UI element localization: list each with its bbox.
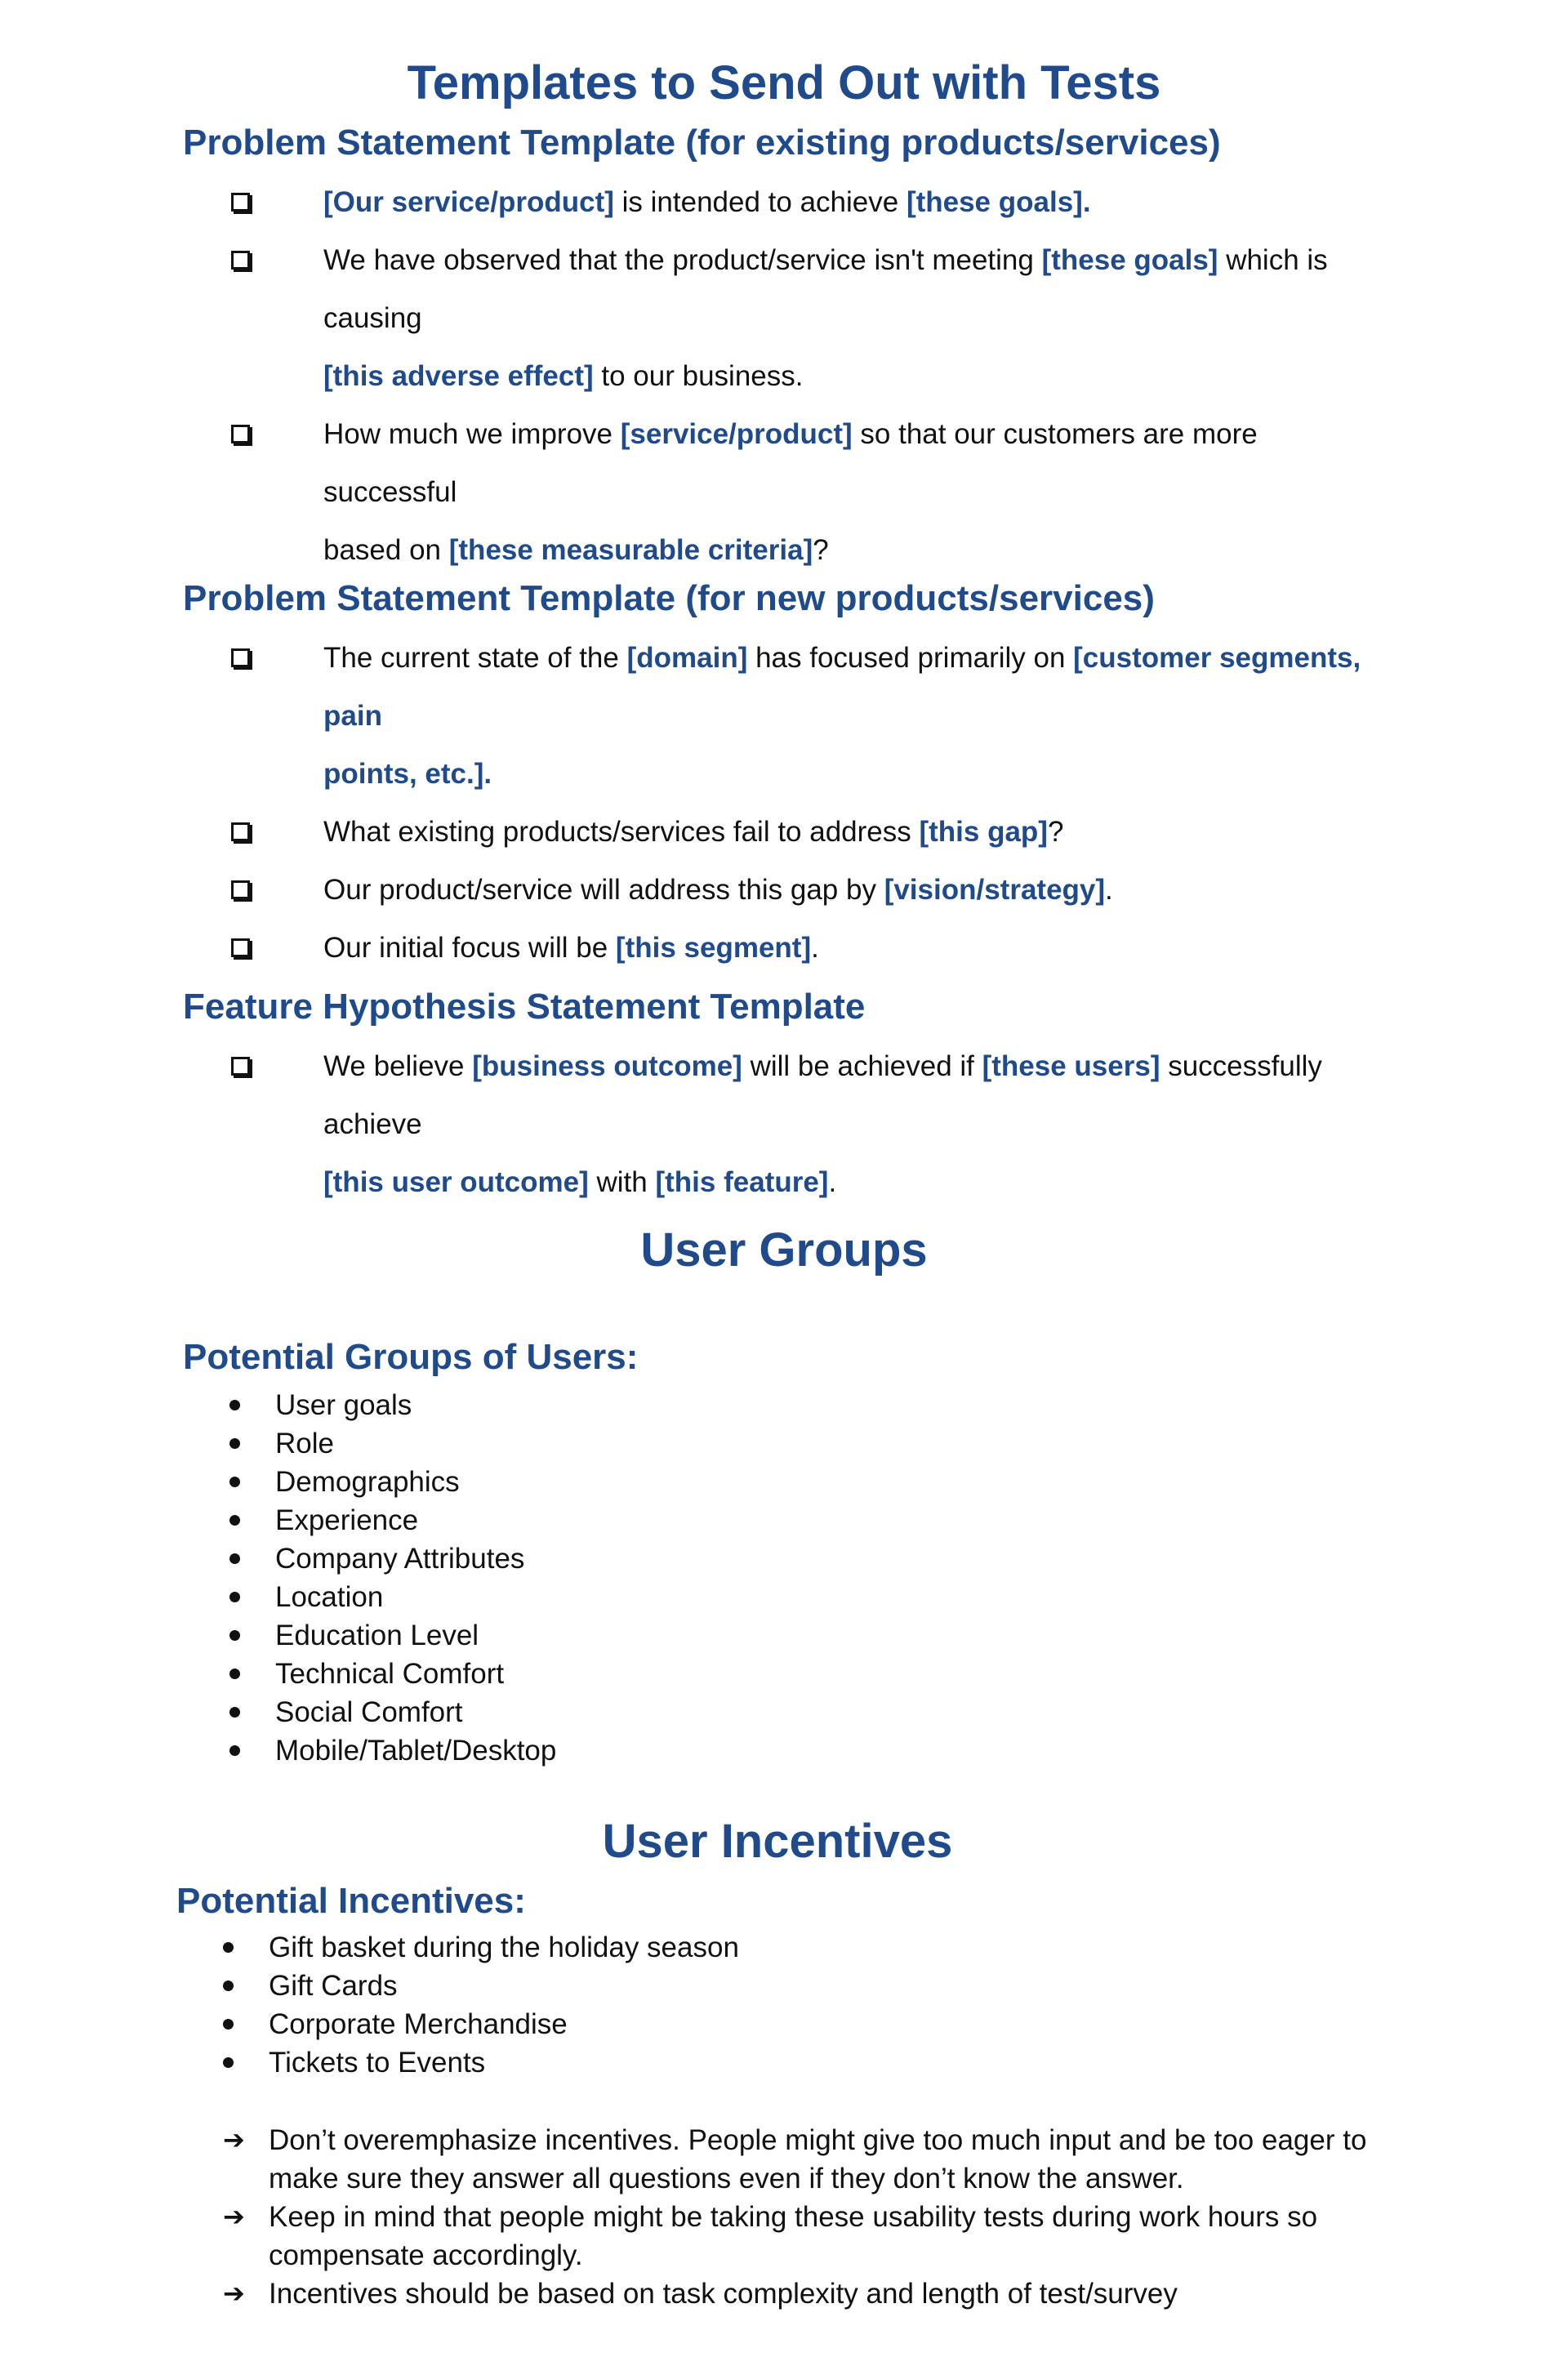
list-item-label: Experience <box>275 1504 419 1536</box>
bullet-dot-icon <box>223 1981 234 1991</box>
checklist-item <box>231 1037 1391 1211</box>
bullet-dot-icon <box>229 1477 240 1487</box>
list-item <box>229 1386 556 1424</box>
user-groups-title: User Groups <box>640 1223 928 1277</box>
bullet-dot-icon <box>229 1592 240 1602</box>
bullet-dot-icon <box>229 1745 240 1756</box>
list-item <box>229 1655 556 1693</box>
statement-text: with <box>588 1166 656 1198</box>
list-item-label: User goals <box>275 1389 412 1421</box>
statement-text: so that our customers are more successful <box>323 418 1258 508</box>
list-item-label: Social Comfort <box>275 1696 463 1728</box>
placeholder-text: [these goals] <box>1041 244 1218 276</box>
checkbox-bullet-icon <box>231 1037 251 1095</box>
user-groups-list <box>229 1386 556 1770</box>
checklist-item <box>231 405 1391 579</box>
list-item <box>229 1731 556 1770</box>
statement-text: to our business. <box>593 360 804 392</box>
user-incentives-list <box>223 1928 739 2082</box>
bullet-dot-icon <box>229 1553 240 1564</box>
user-incentives-heading: Potential Incentives: <box>176 1881 526 1921</box>
checklist-item <box>231 919 1391 977</box>
list-item-label: Education Level <box>275 1620 479 1651</box>
placeholder-text: [vision/strategy] <box>884 874 1106 906</box>
list-item <box>229 1501 556 1539</box>
placeholder-text: [Our service/product] <box>323 186 614 218</box>
placeholder-text: [this segment] <box>615 932 812 964</box>
list-item-label: Gift basket during the holiday season <box>269 1932 739 1963</box>
statement-text: . <box>828 1166 837 1198</box>
note-item <box>223 2198 1391 2275</box>
checklist-item <box>231 629 1391 803</box>
checklist-item <box>231 231 1391 405</box>
list-item <box>223 2043 739 2082</box>
note-text: Don’t overemphasize incentives. People might give too much input and be too eager to make sure they answer all questions even if they don’t know the answer. <box>269 2124 1367 2194</box>
list-item <box>229 1424 556 1463</box>
statement-text: based on <box>323 534 449 566</box>
list-item-label: Corporate Merchandise <box>269 2008 568 2040</box>
list-item-label: Company Attributes <box>275 1543 525 1575</box>
list-item <box>229 1578 556 1616</box>
list-item-label: Role <box>275 1428 334 1459</box>
placeholder-text: [these users] <box>982 1050 1160 1082</box>
statement-text: What existing products/services fail to address <box>323 816 920 848</box>
bullet-dot-icon <box>223 2057 234 2068</box>
placeholder-text: [this gap] <box>919 816 1048 848</box>
list-item-label: Demographics <box>275 1466 460 1498</box>
checklist-item <box>231 173 1391 231</box>
statement-text: The current state of the <box>323 642 627 674</box>
statement-text: will be achieved if <box>742 1050 982 1082</box>
note-text: Keep in mind that people might be taking these usability tests during work hours so compensate accordingly. <box>269 2201 1318 2271</box>
statement-text: ? <box>813 534 829 566</box>
placeholder-text: points, etc.]. <box>323 758 492 790</box>
bullet-dot-icon <box>229 1438 240 1449</box>
bullet-dot-icon <box>229 1669 240 1679</box>
bullet-dot-icon <box>229 1515 240 1526</box>
statement-text: successfully achieve <box>323 1050 1322 1140</box>
statement-text: which is causing <box>323 244 1328 334</box>
bullet-dot-icon <box>229 1707 240 1718</box>
user-groups-heading: Potential Groups of Users: <box>183 1337 639 1377</box>
checklist-item <box>231 803 1391 861</box>
arrow-right-icon: ➔ <box>223 2125 245 2154</box>
placeholder-text: [these goals]. <box>906 186 1091 218</box>
note-item <box>223 2121 1391 2198</box>
list-item <box>223 1967 739 2005</box>
list-item-label: Location <box>275 1581 384 1613</box>
statement-text: We believe <box>323 1050 473 1082</box>
placeholder-text: [service/product] <box>620 418 853 450</box>
statement-text: . <box>811 932 819 964</box>
placeholder-text: [these measurable criteria] <box>448 534 813 566</box>
list-item-label: Tickets to Events <box>269 2047 486 2079</box>
statement-text: . <box>1105 874 1113 906</box>
main-title: Templates to Send Out with Tests <box>407 56 1161 109</box>
note-text: Incentives should be based on task complexity and length of test/survey <box>269 2278 1178 2310</box>
list-item-label: Gift Cards <box>269 1970 398 2002</box>
placeholder-text: [this user outcome] <box>323 1166 589 1198</box>
feature-hypothesis-heading: Feature Hypothesis Statement Template <box>183 987 866 1027</box>
feature-hypothesis-checklist <box>231 1037 1391 1211</box>
placeholder-text: [domain] <box>626 642 748 674</box>
arrow-right-icon: ➔ <box>223 2279 245 2308</box>
statement-text: has focused primarily on <box>747 642 1074 674</box>
list-item-label: Mobile/Tablet/Desktop <box>275 1735 557 1767</box>
list-item <box>229 1539 556 1578</box>
statement-text: We have observed that the product/service isn't meeting <box>323 244 1042 276</box>
placeholder-text: [this adverse effect] <box>323 360 594 392</box>
list-item <box>229 1616 556 1655</box>
placeholder-text: [business outcome] <box>472 1050 742 1082</box>
problem-existing-checklist <box>231 173 1391 579</box>
list-item <box>229 1463 556 1501</box>
list-item <box>223 1928 739 1967</box>
checkbox-bullet-icon <box>231 629 251 687</box>
user-incentives-title: User Incentives <box>602 1815 953 1868</box>
note-item <box>223 2275 1391 2313</box>
statement-text: Our initial focus will be <box>323 932 616 964</box>
list-item <box>229 1693 556 1731</box>
checkbox-bullet-icon <box>231 803 251 861</box>
problem-new-checklist <box>231 629 1391 977</box>
list-item <box>223 2005 739 2043</box>
problem-existing-heading: Problem Statement Template (for existing products/services) <box>183 123 1221 163</box>
problem-new-heading: Problem Statement Template (for new products/services) <box>183 578 1155 618</box>
incentive-notes-list <box>223 2121 1391 2313</box>
checkbox-bullet-icon <box>231 919 251 977</box>
bullet-dot-icon <box>223 1942 234 1953</box>
checkbox-bullet-icon <box>231 861 251 919</box>
statement-text: Our product/service will address this gap by <box>323 874 884 906</box>
statement-text: ? <box>1047 816 1064 848</box>
placeholder-text: [this feature] <box>655 1166 829 1198</box>
statement-text: How much we improve <box>323 418 621 450</box>
checklist-item <box>231 861 1391 919</box>
checkbox-bullet-icon <box>231 405 251 463</box>
checkbox-bullet-icon <box>231 173 251 231</box>
bullet-dot-icon <box>229 1400 240 1410</box>
statement-text: is intended to achieve <box>613 186 906 218</box>
bullet-dot-icon <box>223 2019 234 2030</box>
bullet-dot-icon <box>229 1630 240 1641</box>
placeholder-text: [customer segments, pain <box>323 642 1361 732</box>
arrow-right-icon: ➔ <box>223 2202 245 2231</box>
checkbox-bullet-icon <box>231 231 251 289</box>
list-item-label: Technical Comfort <box>275 1658 505 1690</box>
